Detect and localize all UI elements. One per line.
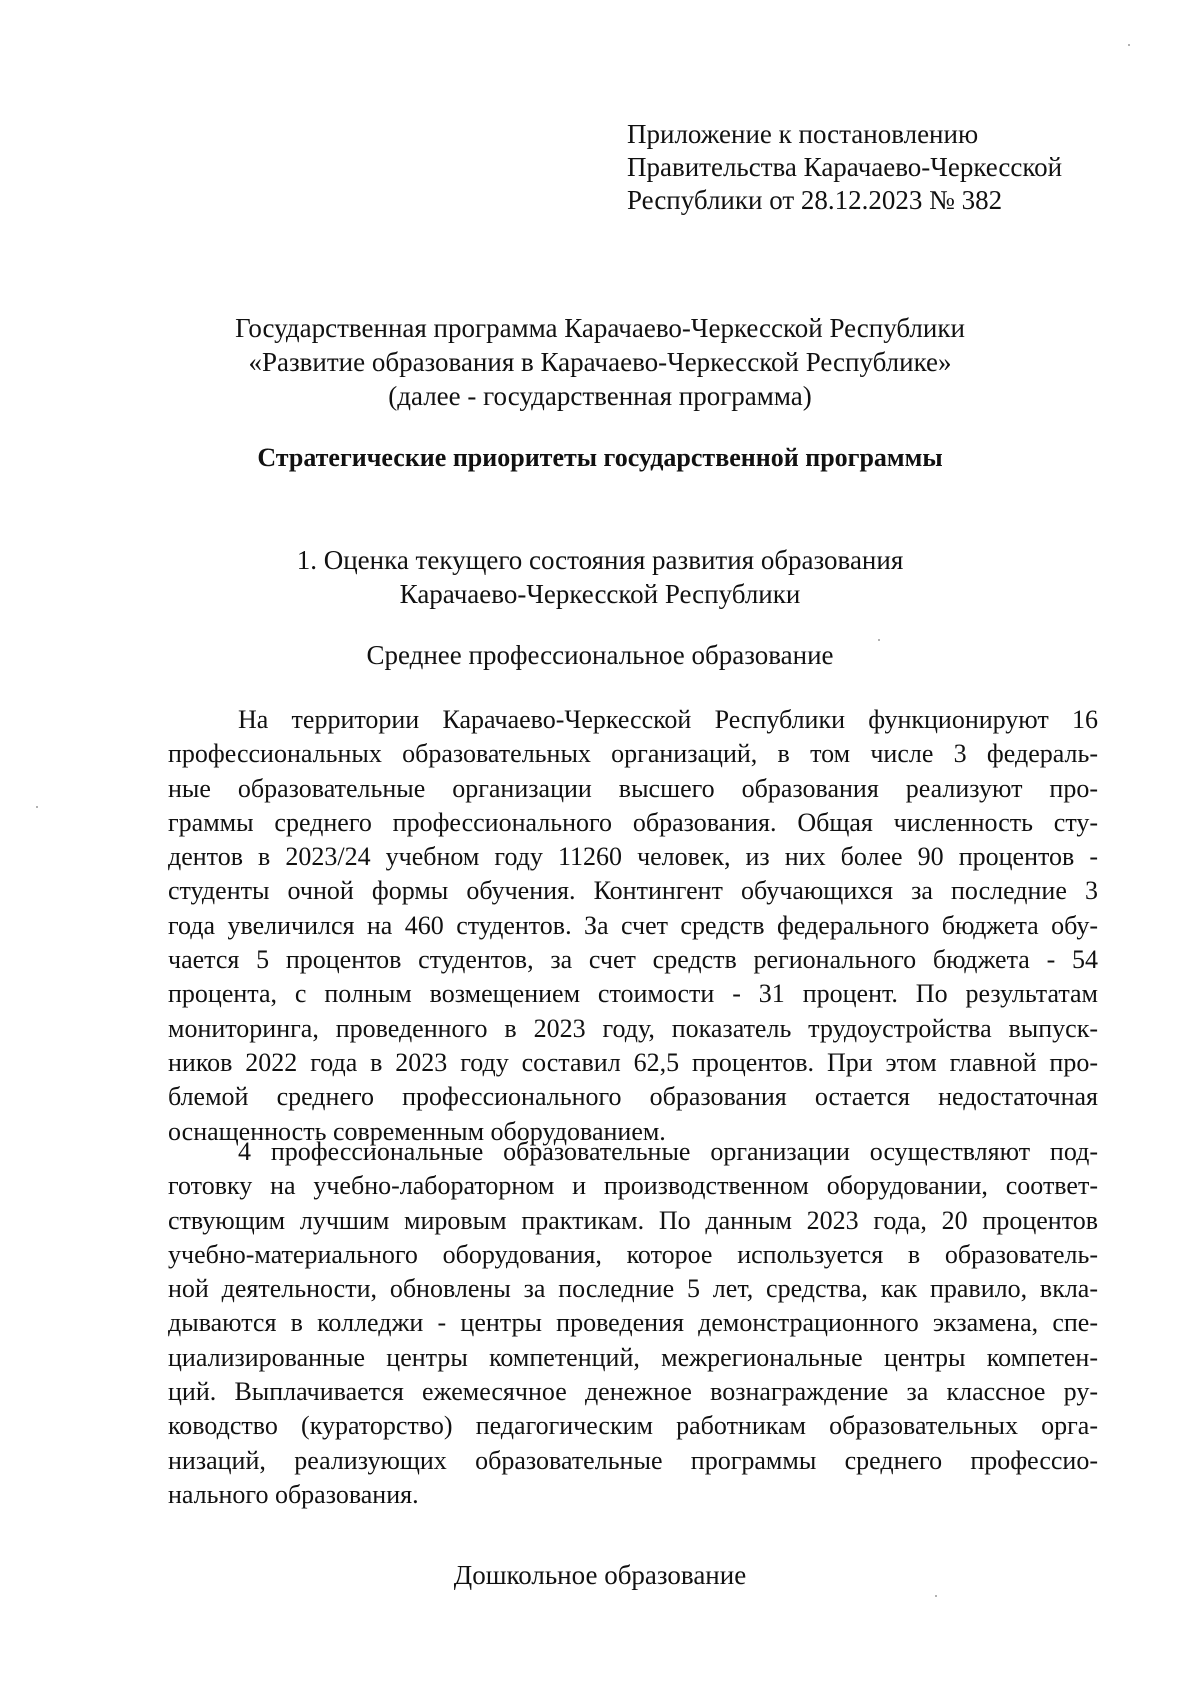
program-title-line: «Развитие образования в Карачаево-Черкесской Республике» <box>248 347 952 377</box>
scan-speck <box>36 806 38 808</box>
paragraph-line: ной деятельности, обновлены за последние 5 лет, средства, как правило, вкла- <box>168 1274 1098 1304</box>
paragraph-line: процента, с полным возмещением стоимости - 31 процент. По результатам <box>168 979 1098 1009</box>
paragraph-line: учебно-материального оборудования, которое используется в образователь- <box>168 1239 1098 1269</box>
paragraph-line: дываются в колледжи - центры проведения демонстрационного экзамена, спе- <box>168 1308 1098 1338</box>
paragraph-vocational-overview <box>168 703 1098 1149</box>
scan-speck <box>935 1595 937 1597</box>
subsection-heading-vocational: Среднее профессиональное образование <box>366 640 834 670</box>
paragraph-line: мониторинга, проведенного в 2023 году, показатель трудоустройства выпуск- <box>168 1013 1098 1043</box>
paragraph-line: ствующим лучшим мировым практикам. По данным 2023 года, 20 процентов <box>168 1205 1098 1235</box>
paragraph-line: профессиональных образовательных организаций, в том числе 3 федераль- <box>168 739 1098 769</box>
paragraph-line: ций. Выплачивается ежемесячное денежное вознаграждение за классное ру- <box>168 1377 1098 1407</box>
paragraph-line: низаций, реализующих образовательные программы среднего профессио- <box>168 1445 1098 1475</box>
paragraph-line: На территории Карачаево-Черкесской Республики функционируют 16 <box>238 705 1098 734</box>
paragraph-line: года увеличился на 460 студентов. За счет средств федерального бюджета обу- <box>168 910 1098 940</box>
paragraph-line: нального образования. <box>168 1479 419 1509</box>
paragraph-line: циализированные центры компетенций, межрегиональные центры компетен- <box>168 1342 1098 1372</box>
subsection-heading-preschool: Дошкольное образование <box>453 1560 747 1590</box>
program-title-line: Государственная программа Карачаево-Черкесской Республики <box>235 313 965 343</box>
appendix-line: Приложение к постановлению <box>627 119 979 149</box>
paragraph-line: ные образовательные организации высшего образования реализуют про- <box>168 773 1098 803</box>
paragraph-line: готовку на учебно-лабораторном и производственном оборудовании, соответ- <box>168 1171 1098 1201</box>
paragraph-line: студенты очной формы обучения. Контингент обучающихся за последние 3 <box>168 876 1098 906</box>
program-title-line: (далее - государственная программа) <box>388 381 812 411</box>
section-heading-line: Карачаево-Черкесской Республики <box>399 579 801 609</box>
paragraph-line: чается 5 процентов студентов, за счет средств регионального бюджета - 54 <box>168 945 1098 975</box>
section-heading <box>150 543 1050 611</box>
appendix-line: Правительства Карачаево-Черкесской <box>627 152 1063 182</box>
paragraph-line: блемой среднего профессионального образования остается недостаточная <box>168 1082 1098 1112</box>
appendix-line: Республики от 28.12.2023 № 382 <box>627 185 1003 215</box>
strategic-heading: Стратегические приоритеты государственной программы <box>257 443 943 472</box>
paragraph-line: ников 2022 года в 2023 году составил 62,5 процентов. При этом главной про- <box>168 1047 1098 1077</box>
paragraph-line: ководство (кураторство) педагогическим работникам образовательных орга- <box>168 1411 1098 1441</box>
scan-speck <box>878 639 880 641</box>
paragraph-line: дентов в 2023/24 учебном году 11260 человек, из них более 90 процентов - <box>168 842 1098 872</box>
paragraph-line: граммы среднего профессионального образования. Общая численность сту- <box>168 807 1098 837</box>
paragraph-vocational-equipment <box>168 1135 1098 1512</box>
scan-speck <box>1128 44 1130 46</box>
program-title <box>150 311 1050 413</box>
paragraph-line: оснащенность современным оборудованием. <box>168 1116 666 1146</box>
section-heading-line: 1. Оценка текущего состояния развития образования <box>296 545 904 575</box>
paragraph-line: 4 профессиональные образовательные организации осуществляют под- <box>238 1137 1098 1166</box>
appendix-note <box>627 118 1062 217</box>
